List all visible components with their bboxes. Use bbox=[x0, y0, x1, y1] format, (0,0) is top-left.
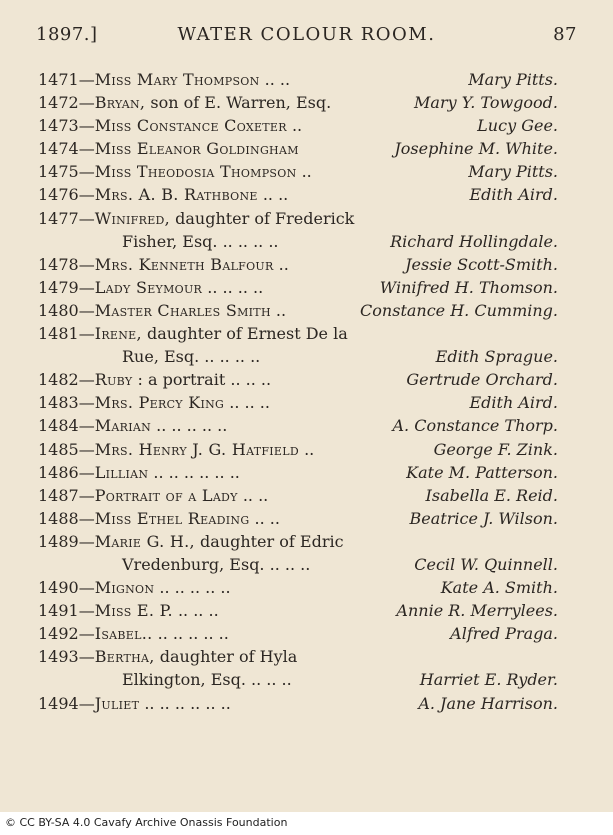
entry-number: 1484 bbox=[38, 416, 79, 436]
entry-number: 1479 bbox=[38, 277, 79, 297]
em-dash: — bbox=[78, 139, 95, 159]
leader-dots: .. .. bbox=[237, 485, 269, 505]
entry-title: Mignon bbox=[94, 578, 155, 598]
header-year: 1897.] bbox=[36, 24, 98, 45]
catalogue-entry bbox=[38, 183, 558, 206]
artist-name: Mary Pitts. bbox=[465, 68, 558, 91]
entry-description: daughter of Edric bbox=[194, 531, 344, 551]
entry-title: Irene, bbox=[94, 324, 142, 344]
em-dash: — bbox=[78, 531, 95, 551]
artist-name: Edith Aird. bbox=[466, 391, 558, 414]
em-dash: — bbox=[78, 116, 95, 136]
entry-description: daughter of Frederick bbox=[170, 208, 355, 228]
em-dash: — bbox=[78, 370, 95, 390]
artist-name: Harriet E. Ryder. bbox=[417, 668, 558, 691]
em-dash: — bbox=[78, 162, 95, 182]
header-title: WATER COLOUR ROOM. bbox=[177, 24, 436, 45]
entry-title: Lillian bbox=[94, 462, 149, 482]
leader-dots: .. bbox=[296, 162, 312, 182]
artist-name: Richard Hollingdale. bbox=[387, 230, 558, 253]
em-dash: — bbox=[78, 601, 95, 621]
artist-name: Beatrice J. Wilson. bbox=[407, 507, 558, 530]
entry-number: 1490 bbox=[38, 578, 79, 598]
catalogue-entry bbox=[38, 391, 558, 414]
entry-description: daughter of Ernest De la bbox=[141, 324, 348, 344]
catalogue-entry bbox=[38, 599, 558, 622]
leader-dots: .. .. .. .. .. bbox=[152, 624, 229, 644]
entry-number: 1474 bbox=[38, 139, 79, 159]
em-dash: — bbox=[78, 647, 95, 667]
entry-number: 1482 bbox=[38, 370, 79, 390]
artist-name: A. Jane Harrison. bbox=[415, 692, 558, 715]
leader-dots: .. .. .. .. .. bbox=[154, 578, 231, 598]
entry-number: 1491 bbox=[38, 601, 79, 621]
entry-title: Portrait of a Lady bbox=[94, 485, 238, 505]
artist-name: Edith Aird. bbox=[466, 183, 558, 206]
entry-title: Miss Ethel Reading bbox=[94, 508, 250, 528]
entry-title: Ruby bbox=[94, 370, 133, 390]
artist-name: Lucy Gee. bbox=[474, 114, 558, 137]
em-dash: — bbox=[78, 416, 95, 436]
catalogue-entry bbox=[38, 114, 558, 137]
entry-title: Miss Mary Thompson bbox=[94, 70, 260, 89]
entry-number: 1477 bbox=[38, 208, 79, 228]
page-header bbox=[36, 24, 577, 48]
entry-title: Bertha, bbox=[94, 647, 155, 667]
leader-dots: .. .. .. .. bbox=[217, 231, 279, 251]
em-dash: — bbox=[78, 185, 95, 205]
leader-dots: .. .. .. bbox=[224, 393, 270, 413]
entry-title: Mrs. Percy King bbox=[94, 393, 225, 413]
em-dash: — bbox=[78, 462, 95, 482]
page-number: 87 bbox=[553, 24, 577, 45]
catalogue-entry bbox=[38, 299, 558, 322]
em-dash: — bbox=[78, 300, 95, 320]
entry-title: Miss Theodosia Thompson bbox=[94, 162, 297, 182]
catalogue-entry bbox=[38, 576, 558, 599]
catalogue-entry bbox=[38, 137, 558, 160]
catalogue-entry bbox=[38, 461, 558, 484]
catalogue-entry bbox=[38, 322, 558, 345]
catalogue-entry bbox=[38, 507, 558, 530]
entry-number: 1475 bbox=[38, 162, 79, 182]
entry-number: 1486 bbox=[38, 462, 79, 482]
artist-name: Josephine M. White. bbox=[391, 137, 558, 160]
em-dash: — bbox=[78, 254, 95, 274]
entry-title: Marie G. H., bbox=[94, 531, 195, 551]
em-dash: — bbox=[78, 324, 95, 344]
catalogue-entry bbox=[38, 692, 558, 715]
catalogue-entry bbox=[38, 68, 558, 91]
catalogue-entry bbox=[38, 645, 558, 668]
em-dash: — bbox=[78, 508, 95, 528]
leader-dots: .. .. bbox=[259, 70, 291, 89]
entry-number: 1487 bbox=[38, 485, 79, 505]
catalogue-entry bbox=[38, 345, 558, 368]
catalogue-entry bbox=[38, 484, 558, 507]
entry-description: : a portrait bbox=[132, 370, 226, 390]
entry-number: 1485 bbox=[38, 439, 79, 459]
artist-name: Gertrude Orchard. bbox=[403, 368, 558, 391]
leader-dots: .. .. .. .. .. bbox=[151, 416, 228, 436]
em-dash: — bbox=[78, 208, 95, 228]
catalogue-entry bbox=[38, 553, 558, 576]
entry-title: Isabel.. bbox=[94, 624, 153, 644]
em-dash: — bbox=[78, 393, 95, 413]
entry-title: Marian bbox=[94, 416, 152, 436]
entry-number: 1472 bbox=[38, 93, 79, 113]
leader-dots: .. bbox=[273, 254, 289, 274]
artist-name: Alfred Praga. bbox=[447, 622, 558, 645]
leader-dots: .. bbox=[286, 116, 303, 136]
leader-dots: .. .. .. bbox=[172, 601, 219, 621]
leader-dots: .. .. .. .. bbox=[202, 277, 264, 297]
entry-title-continued: Rue, Esq. bbox=[122, 347, 200, 367]
entry-title: Winifred, bbox=[94, 208, 171, 228]
artist-name: Winifred H. Thomson. bbox=[377, 276, 558, 299]
entry-number: 1478 bbox=[38, 254, 79, 274]
entry-title: Miss Constance Coxeter bbox=[94, 116, 287, 136]
leader-dots: .. .. .. .. .. .. bbox=[148, 462, 240, 482]
catalogue-entry bbox=[38, 207, 558, 230]
entry-title: Miss Eleanor Goldingham bbox=[94, 139, 299, 159]
catalogue-entry bbox=[38, 230, 558, 253]
entry-number: 1480 bbox=[38, 300, 79, 320]
entry-description: son of E. Warren, Esq. bbox=[145, 93, 332, 113]
entry-title: Master Charles Smith bbox=[94, 300, 271, 320]
artist-name: Kate A. Smith. bbox=[438, 576, 558, 599]
artist-name: Edith Sprague. bbox=[433, 345, 558, 368]
entry-number: 1481 bbox=[38, 324, 79, 344]
artist-name: Mary Pitts. bbox=[465, 160, 558, 183]
leader-dots: .. bbox=[298, 439, 315, 459]
leader-dots: .. .. .. bbox=[264, 554, 311, 574]
entry-number: 1493 bbox=[38, 647, 79, 667]
catalogue-entry bbox=[38, 91, 558, 114]
license-footer: © CC BY-SA 4.0 Cavafy Archive Onassis Foundation bbox=[5, 816, 288, 829]
entry-title: Mrs. Kenneth Balfour bbox=[94, 254, 274, 274]
artist-name: Isabella E. Reid. bbox=[423, 484, 558, 507]
catalogue-entry bbox=[38, 438, 558, 461]
artist-name: Jessie Scott-Smith. bbox=[402, 253, 558, 276]
entry-number: 1483 bbox=[38, 393, 79, 413]
em-dash: — bbox=[78, 578, 95, 598]
catalogue-entry bbox=[38, 668, 558, 691]
entry-number: 1492 bbox=[38, 624, 79, 644]
catalogue-entry bbox=[38, 414, 558, 437]
entry-title: Juliet bbox=[94, 693, 140, 713]
em-dash: — bbox=[78, 277, 95, 297]
em-dash: — bbox=[78, 624, 95, 644]
em-dash: — bbox=[78, 70, 95, 89]
em-dash: — bbox=[78, 439, 95, 459]
entry-title: Mrs. A. B. Rathbone bbox=[94, 185, 258, 205]
catalogue-entry bbox=[38, 276, 558, 299]
catalogue-entry bbox=[38, 530, 558, 553]
artist-name: A. Constance Thorp. bbox=[390, 414, 559, 437]
entry-description: daughter of Hyla bbox=[154, 647, 298, 667]
artist-name: Kate M. Patterson. bbox=[403, 461, 558, 484]
entry-title: Lady Seymour bbox=[94, 277, 203, 297]
leader-dots: .. .. bbox=[257, 185, 289, 205]
em-dash: — bbox=[78, 485, 95, 505]
entry-title: Mrs. Henry J. G. Hatfield bbox=[94, 439, 299, 459]
entry-number: 1494 bbox=[38, 693, 79, 713]
leader-dots: .. bbox=[270, 300, 287, 320]
entry-title: Miss E. P. bbox=[94, 601, 173, 621]
em-dash: — bbox=[78, 93, 95, 113]
catalogue-entries bbox=[38, 68, 558, 715]
catalogue-entry bbox=[38, 253, 558, 276]
entry-title: Bryan, bbox=[94, 93, 146, 113]
catalogue-entry bbox=[38, 160, 558, 183]
leader-dots: .. .. .. bbox=[225, 370, 272, 390]
artist-name: Constance H. Cumming. bbox=[357, 299, 558, 322]
entry-title-continued: Vredenburg, Esq. bbox=[122, 554, 265, 574]
catalogue-entry bbox=[38, 368, 558, 391]
artist-name: Annie R. Merrylees. bbox=[393, 599, 558, 622]
catalogue-entry bbox=[38, 622, 558, 645]
artist-name: Mary Y. Towgood. bbox=[411, 91, 558, 114]
entry-title-continued: Elkington, Esq. bbox=[122, 670, 246, 690]
entry-number: 1476 bbox=[38, 185, 79, 205]
leader-dots: .. .. .. .. bbox=[199, 347, 261, 367]
leader-dots: .. .. .. .. .. .. bbox=[139, 693, 231, 713]
entry-title-continued: Fisher, Esq. bbox=[122, 231, 218, 251]
em-dash: — bbox=[78, 693, 95, 713]
artist-name: George F. Zink. bbox=[431, 438, 558, 461]
entry-number: 1488 bbox=[38, 508, 79, 528]
leader-dots: .. .. .. bbox=[245, 670, 292, 690]
entry-number: 1473 bbox=[38, 116, 79, 136]
entry-number: 1489 bbox=[38, 531, 79, 551]
artist-name: Cecil W. Quinnell. bbox=[411, 553, 558, 576]
leader-dots: .. .. bbox=[249, 508, 280, 528]
entry-number: 1471 bbox=[38, 70, 79, 89]
